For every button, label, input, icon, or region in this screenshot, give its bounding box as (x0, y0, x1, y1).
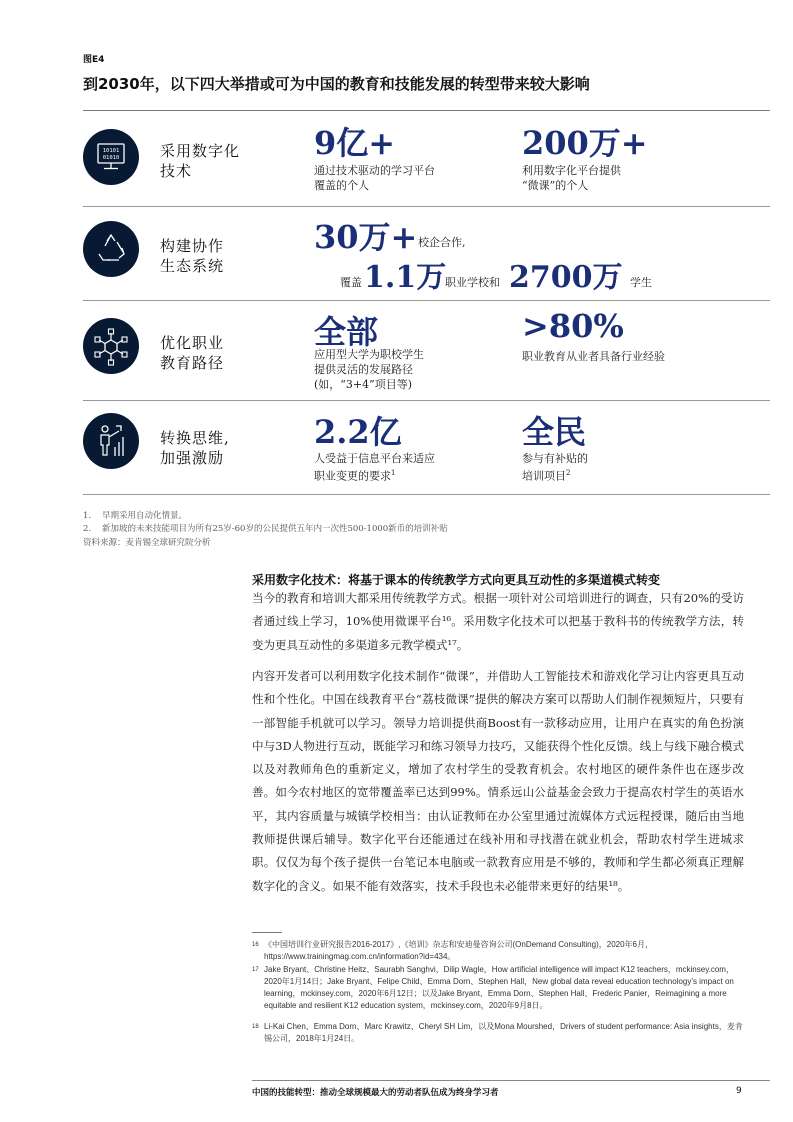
person-growth-icon (83, 413, 139, 469)
stat-value: >80% (522, 307, 624, 345)
page-number: 9 (736, 1086, 742, 1096)
desc-line: 应用型大学为职校学生 (314, 348, 424, 361)
source-note: 资料来源：麦肯锡全球研究院分析 (83, 538, 211, 548)
row-label (160, 333, 224, 373)
figure-note (83, 509, 187, 521)
row-label (160, 428, 230, 468)
note-number: 2. (83, 524, 92, 534)
stat-description (522, 451, 588, 484)
divider (83, 494, 770, 495)
footnote-number: 17 (252, 967, 259, 973)
stat-value: 2700万 (509, 260, 623, 295)
desc-line: 职业教育从业者具备行业经验 (522, 350, 665, 363)
footnote-text: Jake Bryant、Christine Heitz、Saurabh Sanghvi、Dilip Wagle，How artificial intelligence will impact K12 teachers，mckinsey.com，2020年1月14日；Jake Bryant、Felipe Child、Emma Dorn、Stephen Hall，New global data reveal education technology’s impact on learning，mckinsey.com，2020年6月12日；以及Jake Bryant、Emma Dorn、Stephen Hall、Frederic Panier，Reimagining a more equitable and resilient K12 education system，mckinsey.com，2020年9月8日。 (264, 965, 734, 1010)
desc-line: 提供灵活的发展路径 (314, 363, 413, 376)
stat-connector: 职业学校和 (445, 276, 500, 289)
stat-value: 全部 (314, 313, 379, 351)
note-number: 1. (83, 511, 92, 521)
figure-title: 到2030年，以下四大举措或可为中国的教育和技能发展的转型带来较大影响 (83, 75, 590, 93)
footnote-number: 16 (252, 942, 259, 948)
row-label-line: 构建协作 (160, 237, 225, 255)
divider (83, 400, 770, 401)
stat-description (314, 163, 435, 193)
desc-line: 覆盖的个人 (314, 179, 369, 192)
footnote (252, 964, 744, 1012)
footnote (252, 1021, 744, 1045)
row-label-line: 教育路径 (160, 354, 225, 372)
paragraph: 当今的教育和培训大都采用传统教学方式。根据一项针对公司培训进行的调查，只有20%的受访者通过线上学习，10%使用微课平台¹⁶。采用数字化技术可以把基于教科书的传统教学方法，转变为更具互动性的多渠道多元教学模式¹⁷。 (252, 591, 744, 652)
divider (83, 206, 770, 207)
recycle-triangle-icon (83, 221, 139, 277)
stat-value: 1.1万 (364, 260, 447, 295)
desc-line (314, 466, 435, 484)
desc-line: “微课”的个人 (522, 179, 589, 192)
row-label (160, 236, 224, 276)
desc-line: (如，“3+4”项目等) (314, 378, 413, 391)
figure-note (83, 522, 448, 534)
footnote-ref: 2 (566, 469, 571, 477)
stat-value: 200万+ (522, 124, 648, 162)
stat-value: 2.2亿 (314, 413, 402, 451)
row-label-line: 采用数字化 (160, 142, 241, 160)
desc-text: 职业变更的要求 (314, 469, 391, 483)
stat-prefix: 覆盖 (340, 276, 362, 289)
figure-label: 图E4 (83, 55, 105, 65)
desc-text: 培训项目 (522, 469, 566, 483)
divider (83, 300, 770, 301)
section-title: 采用数字化技术：将基于课本的传统教学方式向更具互动性的多渠道模式转变 (252, 573, 661, 587)
stat-suffix: 学生 (630, 276, 652, 289)
footnote-text: Li-Kai Chen、Emma Dorn、Marc Krawitz、Cheryl SH Lim，以及Mona Mourshed，Drivers of student performance: Asia insights，麦肯锡公司，2018年1月24日。 (264, 1022, 743, 1043)
desc-line: 利用数字化平台提供 (522, 164, 621, 177)
stat-value: 9亿+ (314, 124, 396, 162)
divider (83, 110, 770, 111)
desc-line: 通过技术驱动的学习平台 (314, 164, 435, 177)
stat-suffix: 校企合作, (418, 236, 466, 249)
desc-line: 人受益于信息平台来适应 (314, 452, 435, 465)
note-text: 新加坡的未来技能项目为所有25岁-60岁的公民提供五年内一次性500-1000新币的培训补贴 (101, 524, 448, 534)
row-label (160, 141, 240, 181)
footnote (252, 939, 744, 963)
row-label-line: 加强激励 (160, 449, 225, 467)
svg-text:10101: 10101 (102, 148, 120, 154)
paragraph: 内容开发者可以利用数字化技术制作“微课”，并借助人工智能技术和游戏化学习让内容更具互动性和个性化。中国在线教育平台“荔枝微课”提供的解决方案可以帮助人们制作视频短片，只要有一部智能手机就可以学习。领导力培训提供商Boost有一款移动应用，让用户在真实的角色扮演中与3D人物进行互动，既能学习和练习领导力技巧，又能获得个性化反馈。线上与线下融合模式以及对教师角色的重新定义，增加了农村学生的受教育机会。农村地区的硬件条件也在逐步改善。如今农村地区的宽带覆盖率已达到99%。情系远山公益基金会致力于提高农村学生的英语水平，其内容质量与城镇学校相当：由认证教师在办公室里通过流媒体方式远程授课，随后由当地教师提供课后辅导。数字化平台还能通过在线补用和寻找潜在就业机会，帮助农村学生进城求职。仅仅为每个孩子提供一台笔记本电脑或一款教育应用是不够的，教师和学生都必须真正理解数字化的含义。如果不能有效落实，技术手段也未必能带来更好的结果¹⁸。 (252, 669, 744, 893)
footnote-ref: 1 (391, 469, 396, 477)
desc-line (522, 466, 588, 484)
stat-description (522, 163, 621, 193)
row-label-line: 优化职业 (160, 334, 225, 352)
stat-value: 30万+ (314, 218, 418, 256)
desc-line: 参与有补贴的 (522, 452, 588, 465)
footnote-text: 《中国培训行业研究报告2016-2017》,《培训》杂志和安迪曼咨询公司(OnDemand Consulting)，2020年6月，https://www.trainingmag.com.cn/information?id=434。 (264, 940, 653, 961)
svg-text:01010: 01010 (102, 155, 120, 161)
stat-value: 全民 (522, 413, 587, 451)
footer-title: 中国的技能转型：推动全球规模最大的劳动者队伍成为终身学习者 (252, 1088, 499, 1098)
stat-description (314, 347, 424, 392)
binary-monitor-icon (83, 129, 139, 185)
footer-divider (252, 1080, 770, 1081)
stat-description (522, 349, 665, 364)
row-label-line: 生态系统 (160, 257, 225, 275)
row-label-line: 转换思维, (160, 429, 230, 447)
stat-description (314, 451, 435, 484)
note-text: 早期采用自动化情景。 (101, 511, 187, 521)
footnote-number: 18 (252, 1024, 259, 1030)
footnote-divider (252, 932, 282, 933)
network-nodes-icon (83, 318, 139, 374)
row-label-line: 技术 (160, 162, 193, 180)
